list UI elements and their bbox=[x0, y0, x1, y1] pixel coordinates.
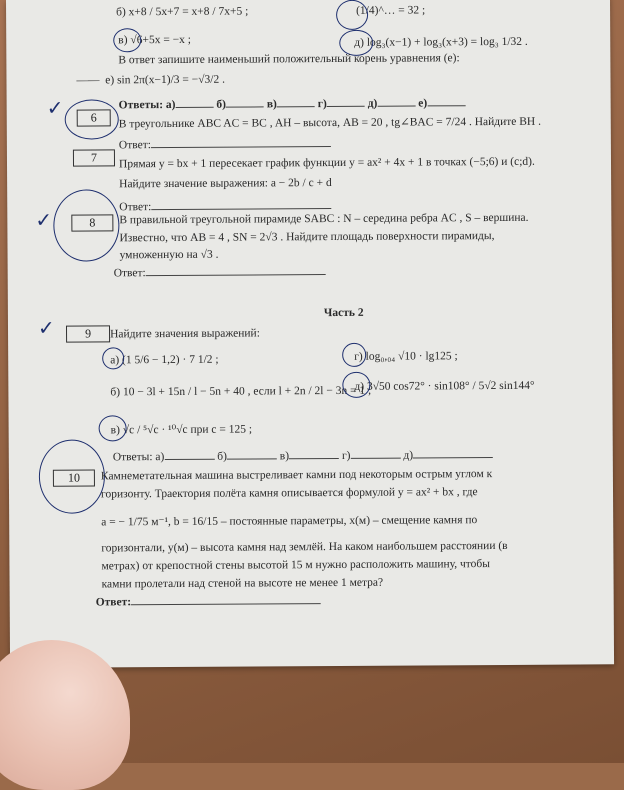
task-7-text: Прямая y = bx + 1 пересекает график функции y = ax² + 4x + 1 в точках (−5;6) и (c;d). bbox=[118, 155, 535, 171]
task-number-8: 8 bbox=[71, 214, 113, 231]
task-6-answer: Ответ: bbox=[119, 136, 331, 152]
pen-circle-g bbox=[336, 0, 368, 30]
pen-circle-v bbox=[113, 28, 141, 52]
pen-circle-task-8 bbox=[53, 189, 119, 261]
check-mark-icon: ✓ bbox=[46, 95, 64, 120]
check-mark-icon-2: ✓ bbox=[35, 207, 53, 232]
worksheet-page bbox=[6, 0, 614, 668]
task-9-g: г) log₀,₀₄ √10 · lg125 ; bbox=[354, 350, 458, 363]
task-10-answer: Ответ: bbox=[96, 593, 321, 609]
pen-circle-9a bbox=[102, 347, 124, 369]
eq-d: д) log₃(x−1) + log₃(x+3) = log₃ 1/32 . bbox=[354, 35, 528, 49]
task-number-10: 10 bbox=[53, 469, 95, 486]
task-10-line-4: горизонтали, y(м) – высота камня над землёй. На каком наибольшем расстоянии (в bbox=[101, 539, 508, 555]
task-10-line-6: камни пролетали над стеной на высоте не менее 1 метра? bbox=[101, 576, 384, 591]
task-10-line-1: Камнеметательная машина выстреливает камни под некоторым острым углом к bbox=[100, 468, 493, 483]
task-9-title: Найдите значения выражений: bbox=[110, 327, 260, 341]
task-10-line-2: горизонту. Траектория полёта камня описывается формулой y = ax² + bx , где bbox=[100, 486, 478, 501]
eq-e: —— е) sin 2π(x−1)/3 = −√3/2 . bbox=[76, 73, 226, 87]
task-8-text-1: В правильной треугольной пирамиде SABC : N – середина ребра AC , S – вершина. bbox=[119, 211, 529, 227]
task-7-subtext: Найдите значение выражения: a − 2b / c + d bbox=[119, 177, 332, 191]
task-9-answers-row: Ответы: а) б) в) г) д) bbox=[113, 447, 493, 464]
pen-circle-9v bbox=[99, 415, 127, 441]
task-number-6: 6 bbox=[77, 109, 111, 126]
task-8-answer: Ответ: bbox=[114, 264, 326, 280]
task-9-v: в) √c / ⁵√c · ¹⁰√c при c = 125 ; bbox=[110, 423, 253, 437]
task-9-a: а) (1 5/6 − 1,2) · 7 1/2 ; bbox=[110, 353, 219, 367]
task-9-b: б) 10 − 3l + 15n / l − 5n + 40 , если l + 2n / 2l − 3n = 1 ; bbox=[110, 384, 372, 399]
answer-note: В ответ запишите наименьший положительный корень уравнения (е): bbox=[118, 52, 460, 67]
task-number-9: 9 bbox=[66, 325, 110, 342]
pen-circle-9g bbox=[342, 343, 366, 367]
task-10-line-5: метрах) от крепостной стены высотой 15 м нужно расположить машину, чтобы bbox=[101, 558, 491, 573]
eq-g: (1/4)^… = 32 ; bbox=[356, 4, 426, 17]
answers-row-1: Ответы: а) б) в) г) д) е) bbox=[119, 95, 466, 112]
task-6-text: В треугольнике ABC AC = BC , AH – высота, AB = 20 , tg∠BAC = 7/24 . Найдите BH . bbox=[118, 115, 542, 131]
pen-circle-task-10 bbox=[39, 439, 105, 513]
eq-v: в) √6+5x = −x ; bbox=[118, 33, 192, 47]
task-8-text-3: умноженную на √3 . bbox=[119, 248, 219, 262]
task-10-line-3: a = − 1/75 м⁻¹, b = 16/15 – постоянные параметры, x(м) – смещение камня по bbox=[101, 514, 478, 529]
pen-circle-task-6 bbox=[65, 99, 119, 139]
part-2-title: Часть 2 bbox=[323, 306, 364, 320]
task-8-text-2: Известно, что AB = 4 , SN = 2√3 . Найдите площадь поверхности пирамиды, bbox=[119, 230, 495, 245]
eq-b: б) x+8 / 5x+7 = x+8 / 7x+5 ; bbox=[116, 5, 249, 19]
check-mark-icon-3: ✓ bbox=[37, 315, 55, 340]
task-9-d: д) 3√50 cos72° · sin108° / 5√2 sin144° bbox=[354, 379, 535, 393]
pen-circle-9d bbox=[342, 372, 370, 398]
task-7-answer: Ответ: bbox=[119, 198, 331, 214]
task-number-7: 7 bbox=[73, 149, 115, 166]
